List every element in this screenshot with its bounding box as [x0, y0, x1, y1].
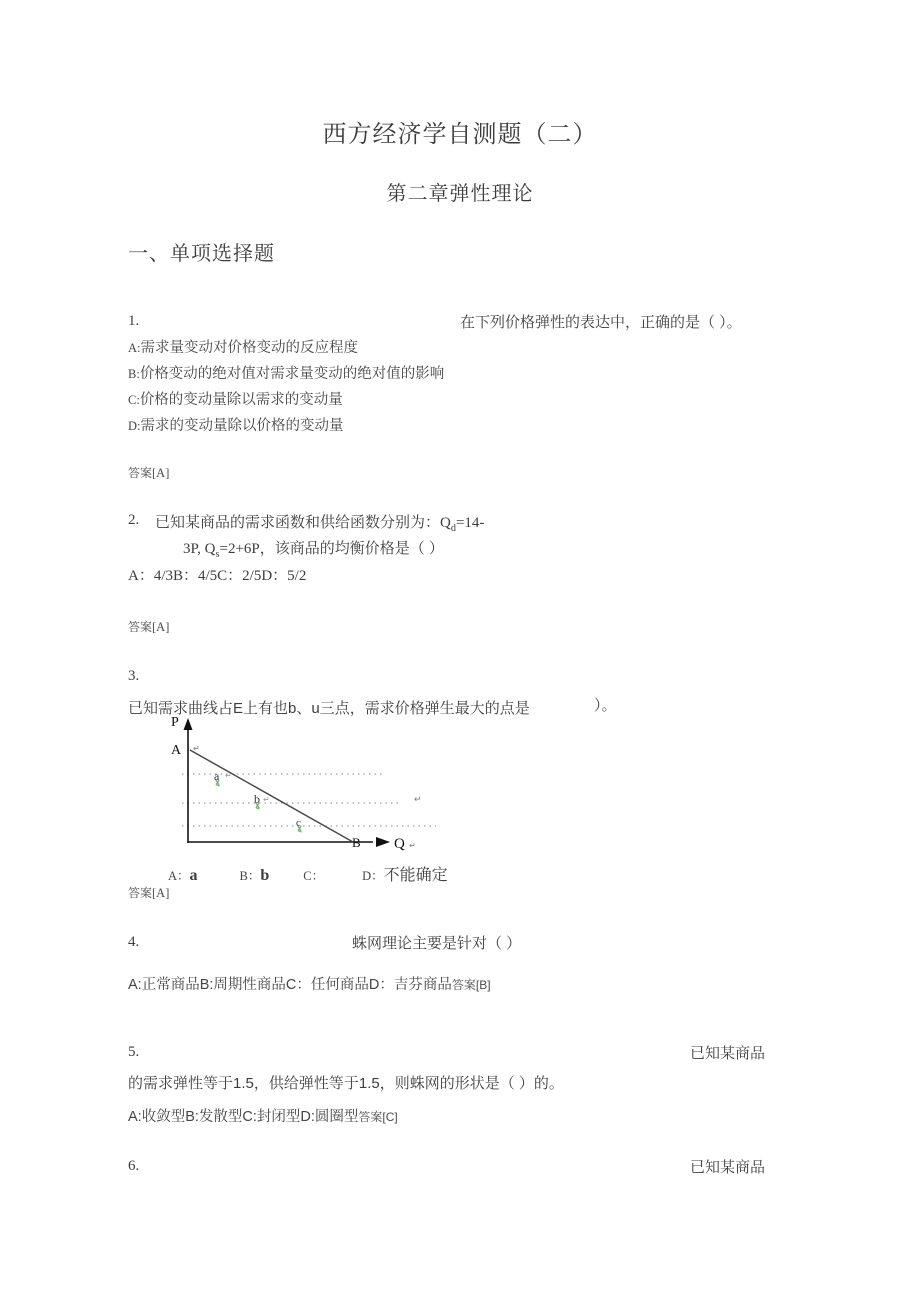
question-1-option-c — [128, 388, 444, 409]
question-3-stem: 已知需求曲线占E上有也b、u三点，需求价格弹生最大的点是 — [128, 700, 530, 717]
demand-curve-chart — [168, 712, 468, 862]
question-1-number: 1. — [128, 313, 140, 329]
option-key-a: A： — [168, 869, 190, 883]
question-4-options — [128, 973, 491, 994]
return-mark-icon: ↵ — [414, 794, 422, 804]
option-value-a: a — [189, 867, 198, 884]
option-key: C: — [128, 393, 140, 407]
option-value-d: 不能确定 — [383, 867, 448, 884]
question-2-stem-text2: ，该商品的均衡价格是（ ） — [259, 540, 444, 557]
curve-endpoint-label-a: A — [171, 743, 182, 758]
option-text: 价格变动的绝对值对需求量变动的绝对值的影响 — [139, 366, 445, 382]
question-1-options — [128, 336, 444, 440]
answer-value: [A] — [152, 466, 170, 480]
answer-value: [C] — [382, 1110, 398, 1124]
question-1-answer — [128, 464, 169, 481]
formula-b: =2+6P — [219, 541, 260, 557]
formula-q: Q — [440, 515, 451, 531]
axis-label-p: P — [171, 715, 179, 730]
answer-value: [A] — [152, 620, 170, 634]
answer-label: 答案 — [128, 620, 153, 634]
point-label-b: b — [254, 792, 260, 806]
question-5-stem-line2: 的需求弹性等于1.5，供给弹性等于1.5，则蛛网的形状是（ ）的。 — [128, 1075, 564, 1092]
answer-label: 答案 — [128, 886, 153, 900]
question-4-number: 4. — [128, 934, 140, 950]
option-key: A: — [128, 341, 141, 355]
answer-value: [B] — [475, 978, 491, 992]
answer-label: 答案 — [358, 1110, 383, 1124]
formula-subscript: s — [215, 549, 220, 560]
question-5-options — [128, 1105, 398, 1126]
axis-label-q: Q — [394, 836, 405, 852]
return-mark-icon: ↵ — [409, 841, 416, 850]
option-key-b: B： — [239, 869, 261, 883]
option-key-c: C： — [303, 869, 325, 883]
answer-value: [A] — [152, 886, 170, 900]
question-1-stem: 在下列价格弹性的表达中，正确的是（ ）。 — [460, 314, 742, 331]
option-key-d: D： — [362, 869, 384, 883]
demand-curve-line — [190, 750, 353, 842]
question-3-number: 3. — [128, 668, 140, 684]
return-mark-icon: ↵ — [193, 744, 200, 753]
question-3-stem-tail: ）。 — [594, 698, 617, 714]
question-1-option-b — [128, 362, 444, 383]
question-2-stem-line2 — [183, 537, 444, 560]
question-2-number: 2. — [128, 512, 140, 528]
page-subtitle: 第二章弹性理论 — [386, 183, 534, 205]
curve-endpoint-label-b: B — [352, 835, 361, 850]
point-label-c: c — [296, 817, 301, 829]
question-3-answer — [128, 884, 169, 901]
point-label-a: a — [214, 769, 220, 783]
option-text: 价格的变动量除以需求的变动量 — [139, 392, 343, 408]
question-2-formula-qd — [440, 515, 485, 534]
question-1-option-d — [128, 414, 444, 435]
option-key: D: — [128, 419, 141, 433]
option-text: 需求的变动量除以价格的变动量 — [140, 418, 344, 434]
question-2-formula-qs — [183, 541, 260, 560]
return-mark-icon: ↵ — [225, 771, 232, 780]
option-value-b: b — [260, 867, 270, 884]
question-1-option-a — [128, 336, 444, 357]
formula-rest: =14- — [455, 515, 485, 531]
demand-curve-svg — [168, 712, 468, 862]
question-5-stem-line1: 已知某商品 — [690, 1045, 766, 1062]
answer-label: 答案 — [451, 978, 476, 992]
question-5-options-text: A:收敛型B:发散型C:封闭型D:圆圈型 — [128, 1109, 359, 1125]
x-axis-arrow-icon — [376, 837, 390, 847]
section-heading: 一、单项选择题 — [128, 243, 275, 265]
answer-label: 答案 — [128, 466, 153, 480]
question-4-options-text: A:正常商品B:周期性商品C：任何商品D：吉芬商品 — [128, 977, 452, 993]
question-4-stem: 蛛网理论主要是针对（ ） — [352, 935, 522, 952]
formula-a: 3P, Q — [183, 541, 216, 557]
question-2-answer — [128, 618, 169, 635]
question-5-number: 5. — [128, 1044, 140, 1060]
option-text: 需求量变动对价格变动的反应程度 — [140, 340, 358, 356]
question-2-stem-line1 — [155, 511, 484, 534]
question-6-number: 6. — [128, 1158, 140, 1174]
question-6-stem-line1: 已知某商品 — [690, 1159, 766, 1176]
question-2-options: A：4/3B：4/5C：2/5D：5/2 — [128, 568, 307, 584]
return-mark-icon: ↵ — [263, 795, 270, 804]
page-title: 西方经济学自测题（二） — [322, 121, 598, 148]
y-axis-arrow-icon — [184, 718, 193, 730]
formula-subscript: d — [450, 523, 456, 534]
option-key: B: — [128, 367, 140, 381]
question-2-stem-text: 已知某商品的需求函数和供给函数分别为： — [155, 514, 441, 531]
question-3-options — [168, 862, 448, 885]
